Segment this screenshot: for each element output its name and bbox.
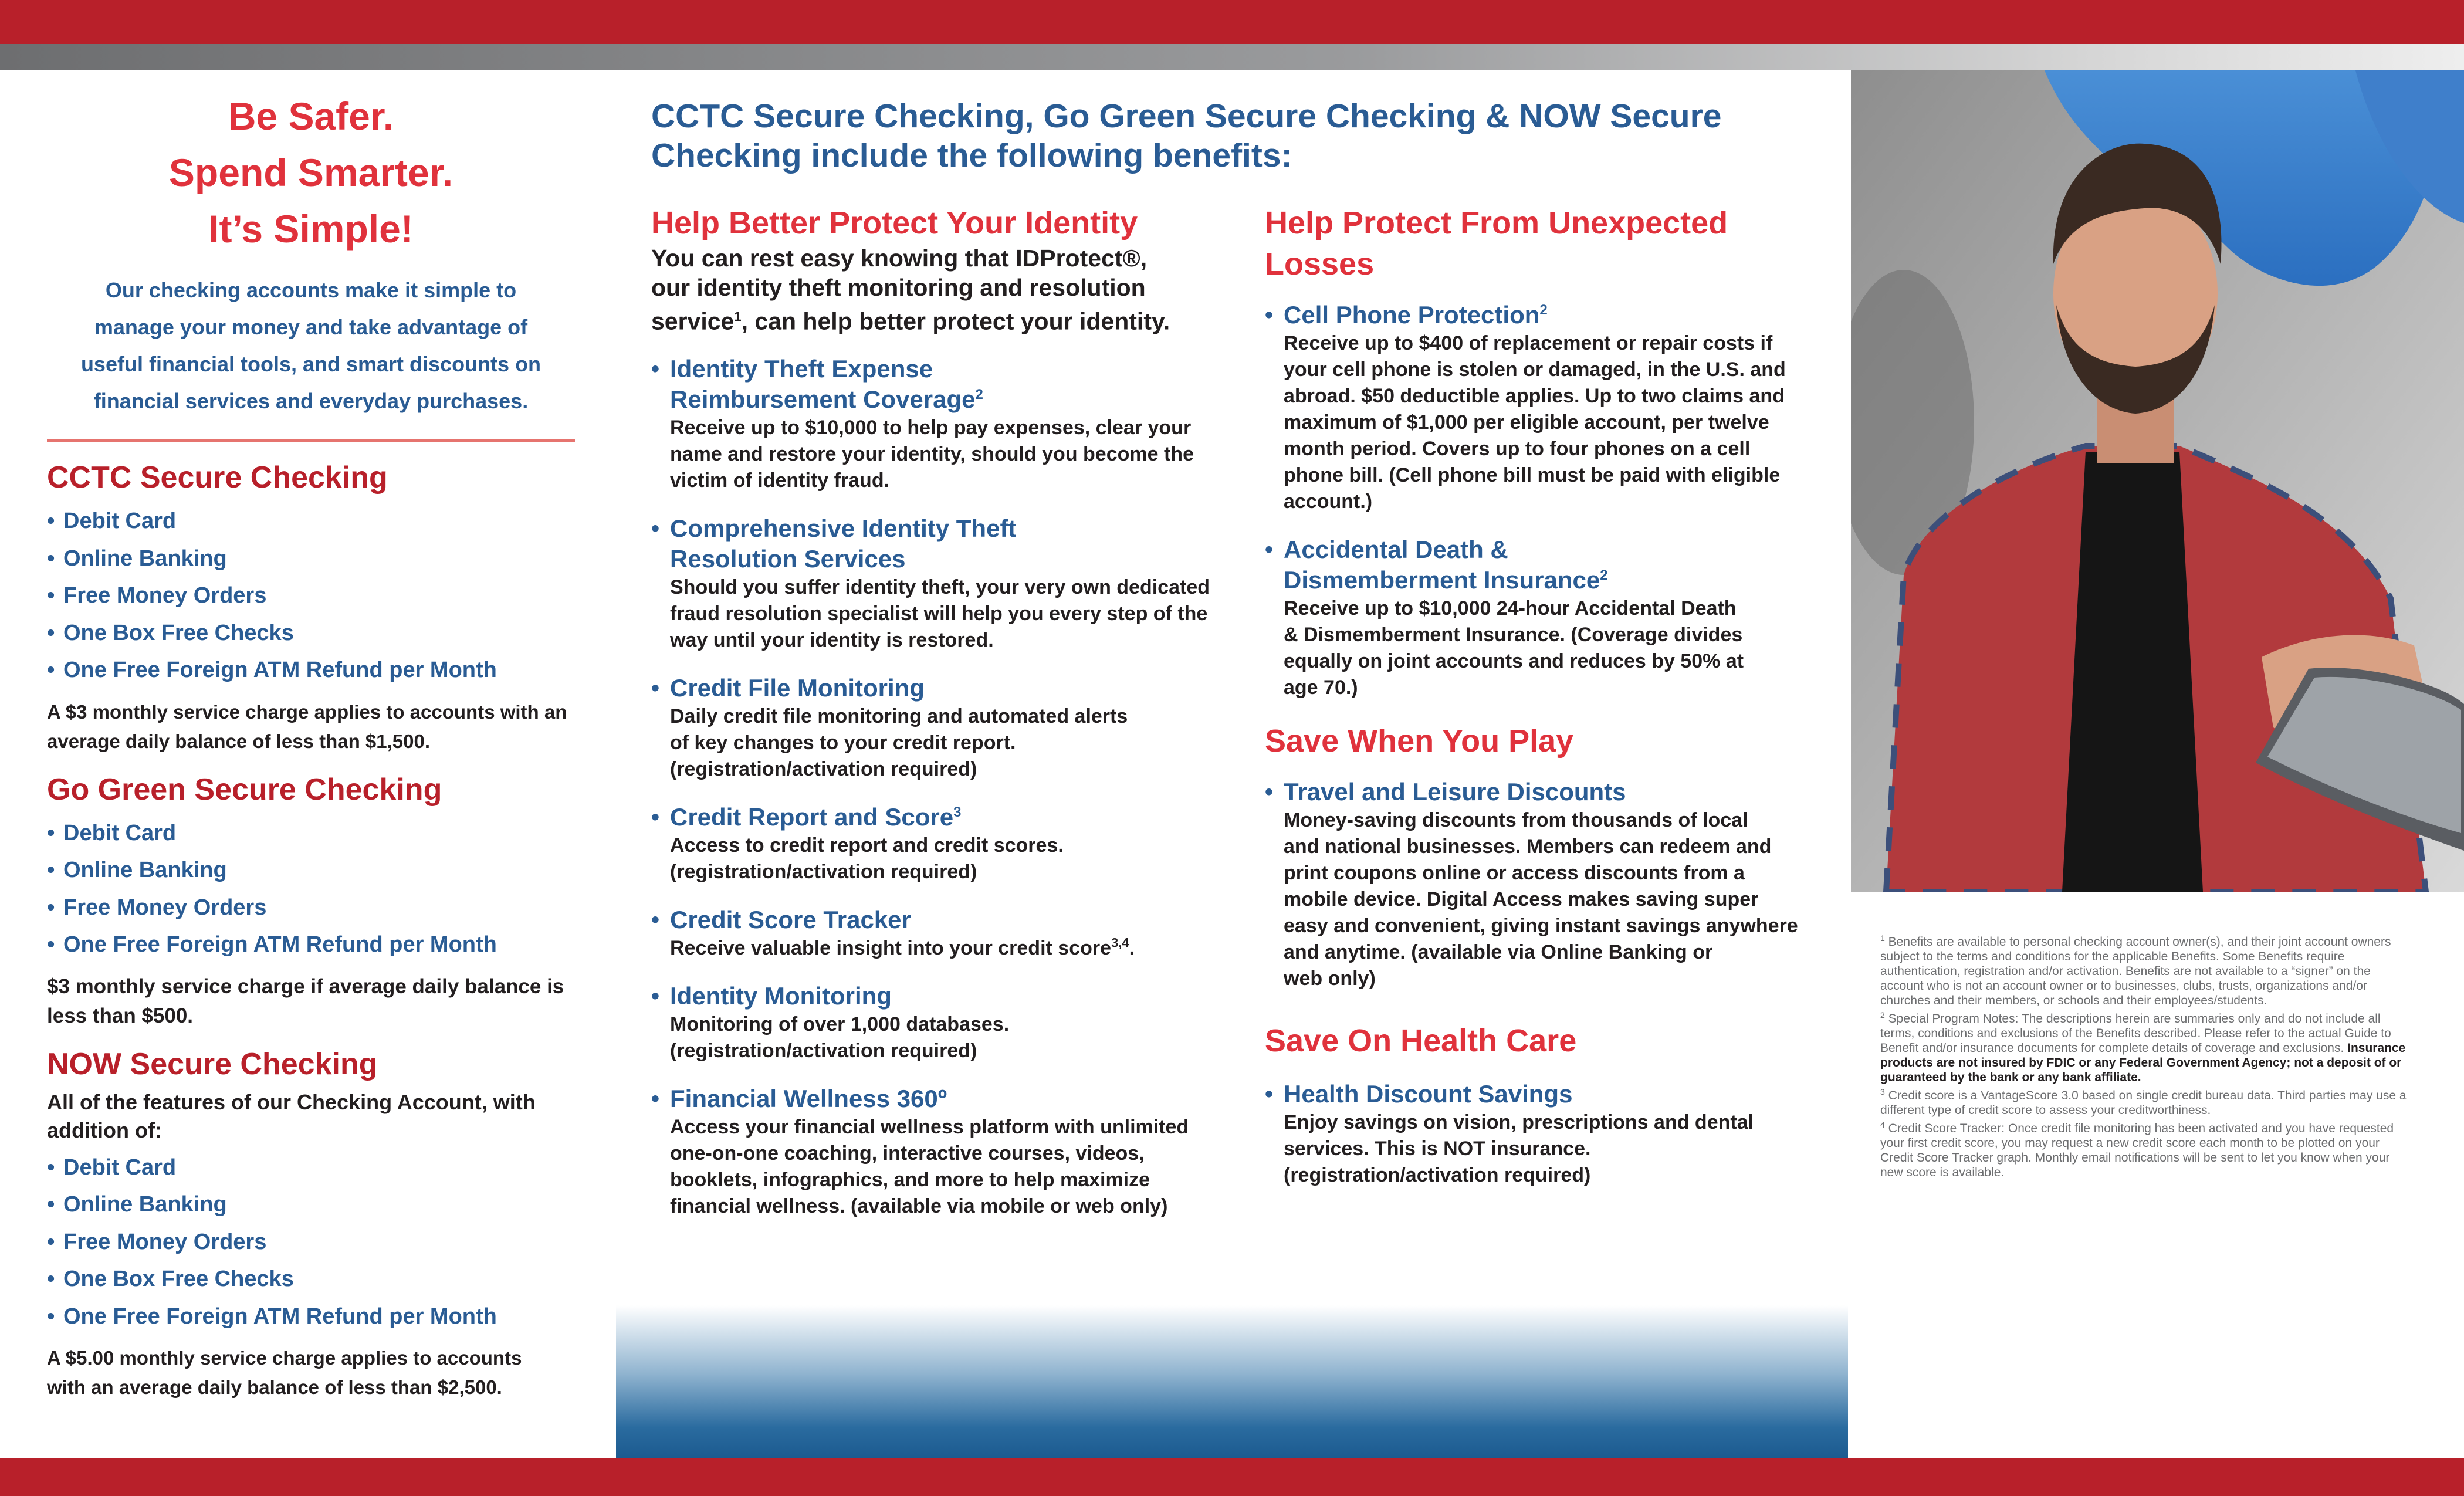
footnote-ref: 2 — [1539, 302, 1548, 318]
list-item — [47, 652, 575, 689]
description-line: services. This is NOT insurance. — [1284, 1138, 1591, 1160]
list-item — [47, 1224, 575, 1261]
benefit-title-line: Travel and Leisure Discounts — [1284, 778, 1626, 805]
bottom-red-band — [0, 1458, 2464, 1496]
description-line: equally on joint accounts and reduces by 50% at — [1284, 650, 1744, 672]
benefit-title-line: Accidental Death & — [1284, 536, 1508, 563]
intro-line: useful financial tools, and smart discounts on — [80, 352, 541, 376]
description-line: phone bill. (Cell phone bill must be paid with eligible — [1284, 464, 1781, 486]
bullet-icon: • — [47, 1155, 55, 1180]
cctc-fee-note — [47, 698, 575, 756]
description-line: booklets, infographics, and more to help maximize — [670, 1168, 1150, 1191]
benefit-description — [1284, 1109, 1840, 1189]
man-with-tablet-image — [1851, 70, 2464, 892]
list-item-label: Free Money Orders — [63, 895, 267, 920]
footnote-ref: 2 — [1600, 567, 1608, 583]
description-line: Daily credit file monitoring and automated alerts — [670, 705, 1128, 727]
list-item — [47, 503, 575, 540]
description-line: (registration/activation required) — [1284, 1164, 1591, 1186]
bullet-icon: • — [47, 1304, 55, 1329]
cctc-title: CCTC Secure Checking — [47, 461, 388, 495]
description-line: Access to credit report and credit scores. — [670, 834, 1064, 857]
list-item — [47, 577, 575, 615]
benefit-title-line: Comprehensive Identity Theft — [670, 514, 1017, 542]
identity-lead — [651, 243, 1226, 336]
benefit-title — [670, 673, 1226, 703]
list-item-label: Free Money Orders — [63, 583, 267, 608]
bullet-icon: • — [47, 932, 55, 957]
benefit-title — [670, 905, 1226, 935]
footnote — [1880, 1118, 2408, 1180]
footnote — [1880, 931, 2408, 1008]
hero-photo — [1851, 70, 2464, 892]
footnote-text: Credit Score Tracker: Once credit file monitoring has been activated and you have requested your first credit score, you may request a new credit score each month to be plotted on your Credit Score Tracker graph. Monthly email notifications will be sent to let you know when your new score is available. — [1880, 1122, 2394, 1179]
benefit-title-line: Resolution Services — [670, 544, 906, 573]
note-line: A $5.00 monthly service charge applies to accounts — [47, 1347, 522, 1369]
benefit-title — [670, 981, 1226, 1011]
description-line: Receive up to $400 of replacement or repair costs if — [1284, 332, 1773, 354]
footer-white-area — [1848, 1305, 2464, 1458]
benefit-description — [670, 415, 1226, 494]
protection-column — [1265, 202, 1840, 1208]
benefit-item — [651, 354, 1226, 494]
lead-line: , can help better protect your identity. — [741, 307, 1170, 335]
bullet-icon: • — [651, 356, 660, 382]
footnote — [1880, 1008, 2408, 1085]
description-line: Access your financial wellness platform with unlimited — [670, 1115, 1189, 1138]
lead-line: addition of: — [47, 1118, 162, 1142]
description-line: . — [1129, 936, 1135, 959]
bullet-icon: • — [47, 858, 55, 882]
bullet-icon: • — [47, 895, 55, 920]
footnote-disclaimer: Insurance products are not insured by FDIC or any Federal Government Agency; not a deposit of or guaranteed by the bank or any bank affiliate. — [1880, 1041, 2406, 1084]
play-benefit-list — [1265, 777, 1840, 992]
benefit-title-line: Reimbursement Coverage — [670, 385, 976, 413]
benefit-item — [1265, 777, 1840, 992]
benefit-title-line: Identity Monitoring — [670, 981, 892, 1010]
description-line: Receive valuable insight into your credit score — [670, 936, 1112, 959]
description-line: & Dismemberment Insurance. (Coverage divides — [1284, 624, 1743, 646]
benefit-description — [670, 935, 1226, 962]
gogreen-fee-note — [47, 972, 575, 1031]
list-item — [47, 1186, 575, 1224]
description-line: one-on-one coaching, interactive courses, videos, — [670, 1142, 1145, 1165]
lead-line: You can rest easy knowing that IDProtect®, — [651, 245, 1148, 272]
bullet-icon: • — [1265, 779, 1274, 805]
bullet-icon: • — [47, 1267, 55, 1291]
gogreen-title: Go Green Secure Checking — [47, 772, 442, 807]
lead-line: All of the features of our Checking Account, with — [47, 1089, 536, 1114]
bullet-icon: • — [1265, 537, 1274, 563]
note-line: with an average daily balance of less than $2,500. — [47, 1376, 502, 1398]
now-title: NOW Secure Checking — [47, 1047, 378, 1081]
footnotes — [1880, 931, 2408, 1180]
benefit-item — [651, 981, 1226, 1064]
note-line: A $3 monthly service charge applies to accounts with an — [47, 700, 567, 723]
benefit-title-line: Credit Score Tracker — [670, 905, 911, 933]
description-line: maximum of $1,000 per eligible account, per twelve — [1284, 411, 1769, 434]
description-line: Should you suffer identity theft, your very own dedicated — [670, 576, 1210, 598]
identity-column — [651, 202, 1226, 1239]
list-item-label: One Free Foreign ATM Refund per Month — [63, 658, 497, 682]
benefit-title — [670, 513, 1226, 574]
lead-line: service — [651, 307, 735, 335]
list-item — [47, 540, 575, 578]
benefit-title-line: Health Discount Savings — [1284, 1080, 1573, 1108]
description-line: and anytime. (available via Online Banking or — [1284, 941, 1713, 963]
description-line: print coupons online or access discounts from a — [1284, 862, 1745, 884]
now-lead — [47, 1088, 575, 1145]
description-line: 3,4 — [1111, 935, 1129, 950]
benefit-description — [670, 703, 1226, 783]
description-line: name and restore your identity, should you become the — [670, 442, 1194, 465]
intro-line: financial services and everyday purchases. — [93, 389, 529, 413]
now-feature-list — [47, 1149, 575, 1336]
benefit-title-line: Credit File Monitoring — [670, 673, 925, 702]
bullet-icon: • — [651, 906, 660, 933]
description-line: victim of identity fraud. — [670, 469, 890, 492]
description-line: month period. Covers up to four phones on a cell — [1284, 438, 1751, 460]
footnote-ref: 1 — [734, 309, 742, 324]
benefit-title-line: Financial Wellness 360º — [670, 1084, 947, 1112]
footnote — [1880, 1085, 2408, 1118]
tagline-line: It’s Simple! — [208, 207, 414, 251]
note-line: average daily balance of less than $1,500. — [47, 730, 431, 752]
benefit-title-line: Credit Report and Score — [670, 803, 954, 831]
description-line: Receive up to $10,000 to help pay expenses, clear your — [670, 416, 1192, 439]
description-line: mobile device. Digital Access makes saving super — [1284, 888, 1759, 911]
intro-text — [47, 272, 575, 419]
benefit-title-line: Cell Phone Protection — [1284, 301, 1540, 329]
footnote-text: Credit score is a VantageScore 3.0 based on single credit bureau data. Third parties may use a different type of credit score to assess your creditworthiness. — [1880, 1089, 2407, 1117]
list-item-label: One Box Free Checks — [63, 620, 294, 645]
bullet-icon: • — [651, 675, 660, 701]
list-item — [47, 615, 575, 652]
list-item — [47, 889, 575, 927]
description-line: abroad. $50 deductible applies. Up to two claims and — [1284, 385, 1785, 407]
title-line: CCTC Secure Checking, Go Green Secure Checking & NOW Secure — [651, 97, 1722, 135]
bullet-icon: • — [651, 515, 660, 541]
left-panel — [47, 88, 575, 1415]
benefit-description — [670, 1011, 1226, 1064]
benefit-description — [670, 1114, 1226, 1220]
benefit-description — [670, 574, 1226, 654]
list-item — [47, 1298, 575, 1336]
tagline — [47, 88, 575, 257]
description-line: Receive up to $10,000 24-hour Accidental Death — [1284, 597, 1737, 620]
description-line: Monitoring of over 1,000 databases. — [670, 1013, 1010, 1035]
list-item-label: One Free Foreign ATM Refund per Month — [63, 1304, 497, 1329]
list-item — [47, 926, 575, 964]
gogreen-feature-list — [47, 815, 575, 964]
footnote-number: 1 — [1880, 933, 1885, 943]
benefit-item — [651, 673, 1226, 783]
intro-line: Our checking accounts make it simple to — [105, 278, 517, 302]
list-item-label: Debit Card — [63, 509, 177, 533]
description-line: (registration/activation required) — [670, 860, 977, 883]
footnote-number: 2 — [1880, 1010, 1885, 1020]
description-line: easy and convenient, giving instant savings anywhere — [1284, 915, 1798, 937]
description-line: your cell phone is stolen or damaged, in the U.S. and — [1284, 358, 1786, 381]
benefit-title — [1284, 1079, 1840, 1109]
identity-heading: Help Better Protect Your Identity — [651, 205, 1138, 241]
note-line: $3 monthly service charge if average daily balance is — [47, 974, 564, 998]
bullet-icon: • — [651, 983, 660, 1009]
description-line: account.) — [1284, 490, 1373, 513]
cctc-feature-list — [47, 503, 575, 689]
bullet-icon: • — [47, 546, 55, 571]
bullet-icon: • — [47, 658, 55, 682]
bullet-icon: • — [651, 1085, 660, 1112]
benefit-description — [670, 832, 1226, 885]
title-line: Checking include the following benefits: — [651, 137, 1292, 174]
benefit-item — [651, 905, 1226, 962]
tagline-line: Spend Smarter. — [168, 151, 453, 194]
top-red-band — [0, 0, 2464, 44]
benefit-description — [1284, 330, 1840, 515]
bullet-icon: • — [1265, 1081, 1274, 1107]
bullet-icon: • — [47, 820, 55, 845]
lead-line: our identity theft monitoring and resolution — [651, 274, 1146, 301]
intro-line: manage your money and take advantage of — [94, 315, 528, 339]
bullet-icon: • — [47, 1192, 55, 1217]
benefit-title — [1284, 777, 1840, 807]
footnote-number: 3 — [1880, 1087, 1885, 1096]
list-item-label: Free Money Orders — [63, 1229, 267, 1254]
page-title — [651, 97, 1825, 175]
list-item-label: Online Banking — [63, 1192, 227, 1217]
description-line: web only) — [1284, 967, 1376, 990]
benefit-title — [1284, 534, 1840, 595]
description-line: way until your identity is restored. — [670, 628, 994, 651]
losses-benefit-list — [1265, 300, 1840, 701]
bullet-icon: • — [651, 804, 660, 830]
grey-gradient-band — [0, 44, 2464, 70]
benefit-description — [1284, 807, 1840, 992]
benefit-description — [1284, 595, 1840, 701]
bullet-icon: • — [47, 509, 55, 533]
benefit-title — [1284, 300, 1840, 330]
losses-heading: Help Protect From Unexpected Losses — [1265, 205, 1728, 282]
list-item-label: Debit Card — [63, 820, 177, 845]
benefit-item — [651, 802, 1226, 885]
benefit-item — [1265, 300, 1840, 515]
benefit-item — [651, 513, 1226, 654]
footnote-number: 4 — [1880, 1120, 1885, 1129]
health-benefit-list — [1265, 1079, 1840, 1189]
divider — [47, 439, 575, 442]
bullet-icon: • — [1265, 302, 1274, 328]
list-item-label: One Box Free Checks — [63, 1267, 294, 1291]
description-line: fraud resolution specialist will help you every step of the — [670, 602, 1208, 625]
description-line: and national businesses. Members can redeem and — [1284, 835, 1772, 858]
description-line: (registration/activation required) — [670, 1039, 977, 1062]
benefit-title-line: Dismemberment Insurance — [1284, 566, 1600, 594]
list-item-label: Online Banking — [63, 546, 227, 571]
now-fee-note — [47, 1343, 575, 1402]
footnote-text: Benefits are available to personal checking account owner(s), and their joint account owners subject to the terms and conditions for the applicable Benefits. Some Benefits require authentication, registration and/or activation. Benefits are not available to a “signer” on the account who is not an account owner or to businesses, clubs, trusts, organizations and/or churches and their members, or schools and their employees/students. — [1880, 935, 2391, 1007]
footnote-ref: 2 — [975, 386, 983, 402]
list-item — [47, 1149, 575, 1187]
list-item-label: Debit Card — [63, 1155, 177, 1180]
health-heading: Save On Health Care — [1265, 1023, 1577, 1058]
footnote-text: Special Program Notes: The descriptions herein are summaries only and do not include all terms, conditions and exclusions of the Benefits described. Please refer to the actual Guide to Benefit and/or insurance documents for complete details of coverage and exclusions. — [1880, 1012, 2391, 1055]
tagline-line: Be Safer. — [228, 94, 394, 138]
list-item-label: One Free Foreign ATM Refund per Month — [63, 932, 497, 957]
benefit-title — [670, 354, 1226, 415]
bullet-icon: • — [47, 1229, 55, 1254]
benefit-title-line: Identity Theft Expense — [670, 354, 933, 383]
benefit-item — [1265, 1079, 1840, 1189]
list-item-label: Online Banking — [63, 858, 227, 882]
list-item — [47, 1261, 575, 1298]
description-line: Money-saving discounts from thousands of local — [1284, 809, 1748, 831]
bullet-icon: • — [47, 620, 55, 645]
description-line: Enjoy savings on vision, prescriptions and dental — [1284, 1111, 1754, 1133]
play-heading: Save When You Play — [1265, 723, 1574, 759]
benefit-title — [670, 802, 1226, 832]
bullet-icon: • — [47, 583, 55, 608]
list-item — [47, 852, 575, 889]
description-line: financial wellness. (available via mobile or web only) — [670, 1194, 1168, 1217]
benefit-item — [1265, 534, 1840, 701]
description-line: age 70.) — [1284, 676, 1358, 699]
benefit-item — [651, 1084, 1226, 1220]
footnote-ref: 3 — [953, 804, 962, 820]
description-line: (registration/activation required) — [670, 757, 977, 780]
identity-benefit-list — [651, 354, 1226, 1220]
list-item — [47, 815, 575, 852]
note-line: less than $500. — [47, 1004, 194, 1027]
benefit-title — [670, 1084, 1226, 1114]
description-line: of key changes to your credit report. — [670, 731, 1016, 754]
